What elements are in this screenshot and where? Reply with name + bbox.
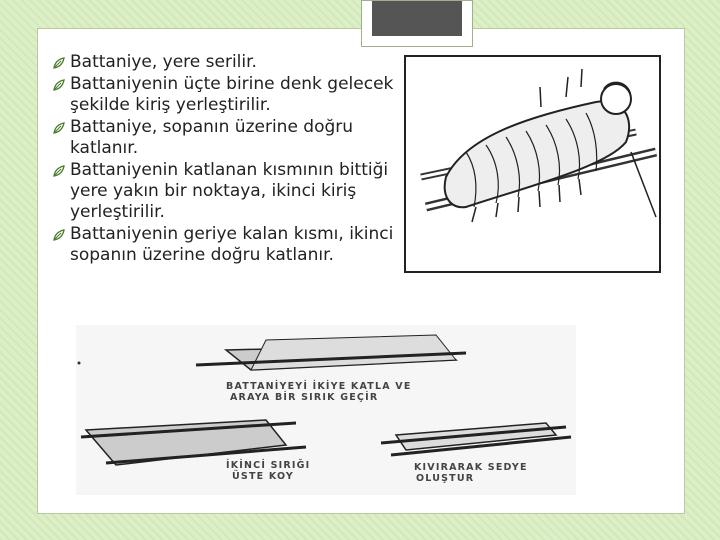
stretcher-person-drawing — [406, 57, 659, 271]
step2-drawing — [81, 420, 306, 465]
bullet-text: Battaniye, sopanın üzerine doğru katlanır. — [70, 117, 354, 158]
step2-caption-line1: İKİNCİ SIRIĞI — [226, 460, 311, 471]
leaf-bullet-icon — [52, 164, 66, 178]
step3-caption — [414, 462, 528, 484]
step3-caption-line2: OLUŞTUR — [416, 473, 475, 484]
bullet-item — [50, 160, 410, 223]
leaf-bullet-icon — [52, 78, 66, 92]
bullet-item — [50, 117, 410, 159]
leaf-bullet-icon — [52, 121, 66, 135]
bullet-item — [50, 74, 410, 116]
step3-caption-line1: KIVIRARAK SEDYE — [414, 462, 528, 473]
bullet-text: Battaniye, yere serilir. — [70, 52, 257, 72]
bullet-text: Battaniyenin katlanan kısmının bittiği yere yakın bir noktaya, ikinci kiriş yerleştirilir. — [70, 160, 389, 222]
leaf-bullet-icon — [52, 56, 66, 70]
step1-caption-line2: ARAYA BİR SIRIK GEÇİR — [230, 392, 379, 403]
decorative-corner-box — [361, 0, 473, 47]
leaf-bullet-icon — [52, 228, 66, 242]
step3-drawing — [381, 423, 571, 455]
bullet-text: Battaniyenin geriye kalan kısmı, ikinci sopanın üzerine doğru katlanır. — [70, 224, 394, 265]
bullet-item — [50, 52, 410, 73]
step1-caption — [226, 381, 412, 403]
step2-caption — [226, 460, 310, 482]
bullet-list — [50, 52, 410, 267]
stretcher-person-illustration — [404, 55, 661, 273]
step1-drawing — [196, 335, 466, 370]
blanket-stretcher-steps-illustration — [76, 325, 576, 495]
bullet-text: Battaniyenin üçte birine denk gelecek şekilde kiriş yerleştirilir. — [70, 74, 394, 115]
bullet-item — [50, 224, 410, 266]
step1-caption-line1: BATTANİYEYİ İKİYE KATLA VE — [226, 381, 412, 392]
step2-caption-line2: ÜSTE KOY — [232, 471, 294, 482]
